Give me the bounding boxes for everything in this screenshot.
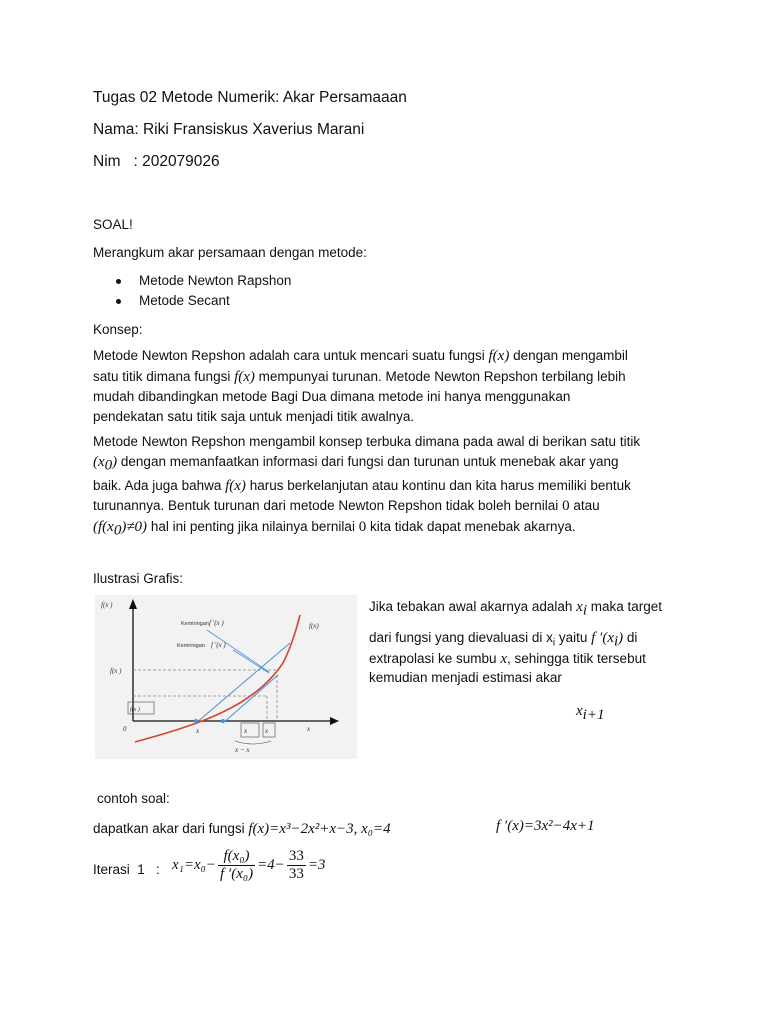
bullet-dot bbox=[116, 299, 121, 304]
graph-label: Kemiringan bbox=[177, 643, 205, 649]
graph-label: x bbox=[244, 727, 248, 735]
root-point bbox=[194, 719, 198, 723]
graph-background bbox=[95, 595, 357, 759]
graph-label: f ′(x ) bbox=[211, 641, 226, 649]
bullet-item: Metode Secant bbox=[139, 293, 230, 308]
bullet-dot bbox=[116, 279, 121, 284]
derivative-formula: f ′(x)=3x²−4x+1 bbox=[496, 818, 595, 834]
bullet-item: Metode Newton Rapshon bbox=[139, 273, 292, 288]
iterasi-formula: x₁=x₀− $\frac{\text{f(x₀)}}{\text{f ′(x₀)}}$ =4− $\frac{33}{33}$ =3 bbox=[172, 848, 326, 882]
graph-label: x bbox=[196, 727, 200, 735]
graph-label: f(x ) bbox=[101, 601, 113, 609]
graph-label: f(x) bbox=[309, 622, 319, 630]
graph-label: x bbox=[307, 725, 311, 733]
konsep-paragraph-1: Metode Newton Repshon adalah cara untuk mencari suatu fungsi f(x) dengan mengambil satu titik dimana fungsi f(x) mempunyai turunan. Metode Newton Repshon terbilang lebih mudah dibandingkan metode Bagi Dua dimana metode ini hanya menggunakan pendekatan satu titik saja untuk menjadi titik awalnya. bbox=[93, 348, 628, 424]
ilustrasi-line-3: extrapolasi ke sumbu x, sehingga titik tersebut bbox=[369, 651, 646, 667]
graph-label: x − x bbox=[235, 746, 250, 754]
student-nim: Nim : 202079026 bbox=[93, 153, 220, 170]
ilustrasi-line-2: dari fungsi yang dievaluasi di $x_i$ yaitu f $'(x_i)$ di bbox=[369, 630, 638, 650]
konsep-paragraph-2: Metode Newton Repshon mengambil konsep terbuka dimana pada awal di berikan satu titik $(x_0)$ dengan memanfaatkan informasi dari fungsi dan turunan untuk menebak akar yang baik. Ada juga bahwa f(x) harus berkelanjutan atau kontinu dan kita harus memiliki bentuk turunannya. Bentuk turunan dari metode Newton Repshon tidak boleh bernilai 0 atau $(f(x_0)\ne 0)$ hal ini penting jika nilainya bernilai 0 kita tidak dapat menebak akarnya. bbox=[93, 434, 641, 539]
contoh-text: dapatkan akar dari fungsi f(x)=x³−2x²+x−3, x₀=4 bbox=[93, 821, 391, 837]
contoh-heading: contoh soal: bbox=[97, 791, 170, 806]
graph-label: f(x ) bbox=[130, 707, 140, 713]
graph-label: Kemiringan bbox=[181, 621, 209, 627]
ilustrasi-heading: Ilustrasi Grafis: bbox=[93, 571, 184, 586]
soal-heading: SOAL! bbox=[93, 217, 133, 232]
graph-label: x bbox=[265, 727, 269, 735]
ilustrasi-xi1: $x_{i+1}$ bbox=[576, 703, 605, 724]
iterasi-label: Iterasi 1 : bbox=[93, 862, 160, 877]
root-point bbox=[221, 719, 225, 723]
graph-label: f ′(x ) bbox=[209, 619, 224, 627]
soal-intro: Merangkum akar persamaan dengan metode: bbox=[93, 245, 367, 260]
konsep-heading: Konsep: bbox=[93, 322, 143, 337]
document-title: Tugas 02 Metode Numerik: Akar Persamaaan bbox=[93, 89, 407, 106]
graph-label: 0 bbox=[123, 725, 127, 733]
graph-label: f(x ) bbox=[110, 667, 122, 675]
ilustrasi-line-4: kemudian menjadi estimasi akar bbox=[369, 670, 562, 685]
newton-raphson-graph bbox=[95, 595, 357, 759]
ilustrasi-line-1: Jika tebakan awal akarnya adalah $x_i$ maka target bbox=[369, 599, 663, 619]
student-name: Nama: Riki Fransiskus Xaverius Marani bbox=[93, 121, 365, 138]
